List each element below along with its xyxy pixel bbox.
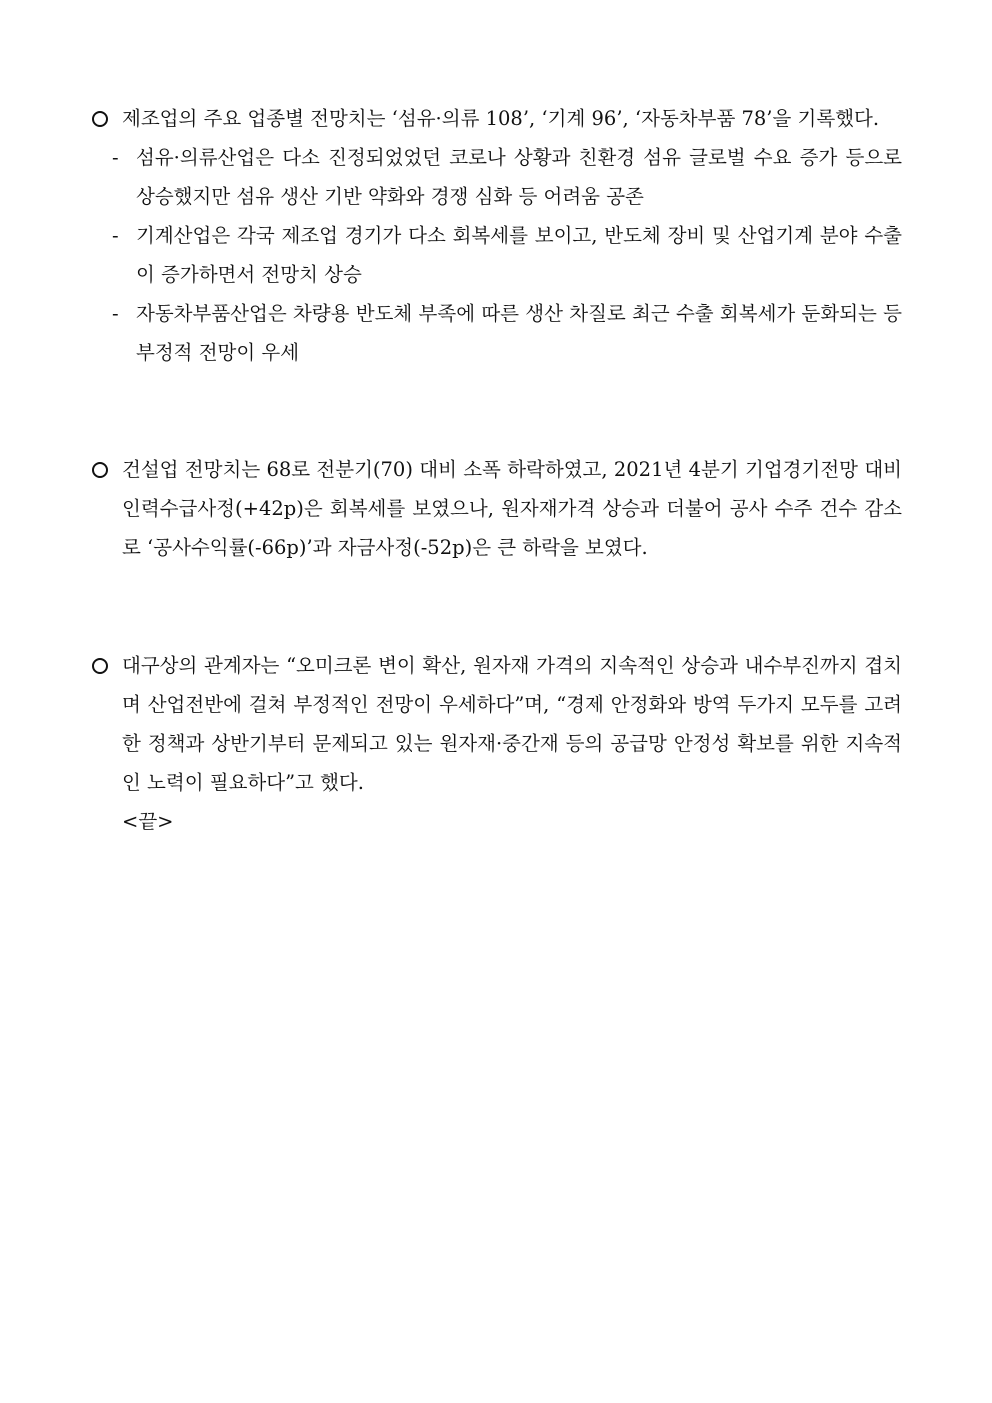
paragraph-construction	[90, 450, 902, 567]
sub-item	[112, 216, 902, 294]
sub-item-text: 기계산업은 각국 제조업 경기가 다소 회복세를 보이고, 반도체 장비 및 산업기계 분야 수출이 증가하면서 전망치 상승	[136, 224, 902, 286]
bullet-item	[90, 450, 902, 567]
paragraph-manufacturing	[90, 99, 902, 372]
end-mark: <끝>	[122, 810, 174, 833]
sub-item-text: 섬유·의류산업은 다소 진정되었었던 코로나 상황과 친환경 섬유 글로벌 수요 증가 등으로 상승했지만 섬유 생산 기반 약화와 경쟁 심화 등 어려움 공존	[136, 146, 902, 208]
dash-marker: -	[112, 224, 119, 247]
circle-bullet-icon	[92, 658, 108, 674]
sub-item	[112, 294, 902, 372]
bullet-item	[90, 646, 902, 802]
paragraph-text: 대구상의 관계자는 “오미크론 변이 확산, 원자재 가격의 지속적인 상승과 내수부진까지 겹치며 산업전반에 걸쳐 부정적인 전망이 우세하다”며, “경제 안정화와 방역 두가지 모두를 고려한 정책과 상반기부터 문제되고 있는 원자재·중간재 등의 공급망 안정성 확보를 위한 지속적인 노력이 필요하다”고 했다.	[122, 654, 902, 794]
sub-item-text: 자동차부품산업은 차량용 반도체 부족에 따른 생산 차질로 최근 수출 회복세가 둔화되는 등 부정적 전망이 우세	[136, 302, 902, 364]
paragraph-chamber-comment	[90, 646, 902, 841]
sub-item	[112, 138, 902, 216]
dash-marker: -	[112, 302, 119, 325]
paragraph-text: 건설업 전망치는 68로 전분기(70) 대비 소폭 하락하였고, 2021년 4분기 기업경기전망 대비 인력수급사정(+42p)은 회복세를 보였으나, 원자재가격 상승과 더불어 공사 수주 건수 감소로 ‘공사수익률(-66p)’과 자금사정(-52p)은 큰 하락을 보였다.	[122, 458, 902, 559]
dash-marker: -	[112, 146, 119, 169]
bullet-item	[90, 99, 902, 138]
circle-bullet-icon	[92, 111, 108, 127]
paragraph-text: 제조업의 주요 업종별 전망치는 ‘섬유·의류 108’, ‘기계 96’, ‘자동차부품 78’을 기록했다.	[122, 107, 880, 130]
circle-bullet-icon	[92, 462, 108, 478]
